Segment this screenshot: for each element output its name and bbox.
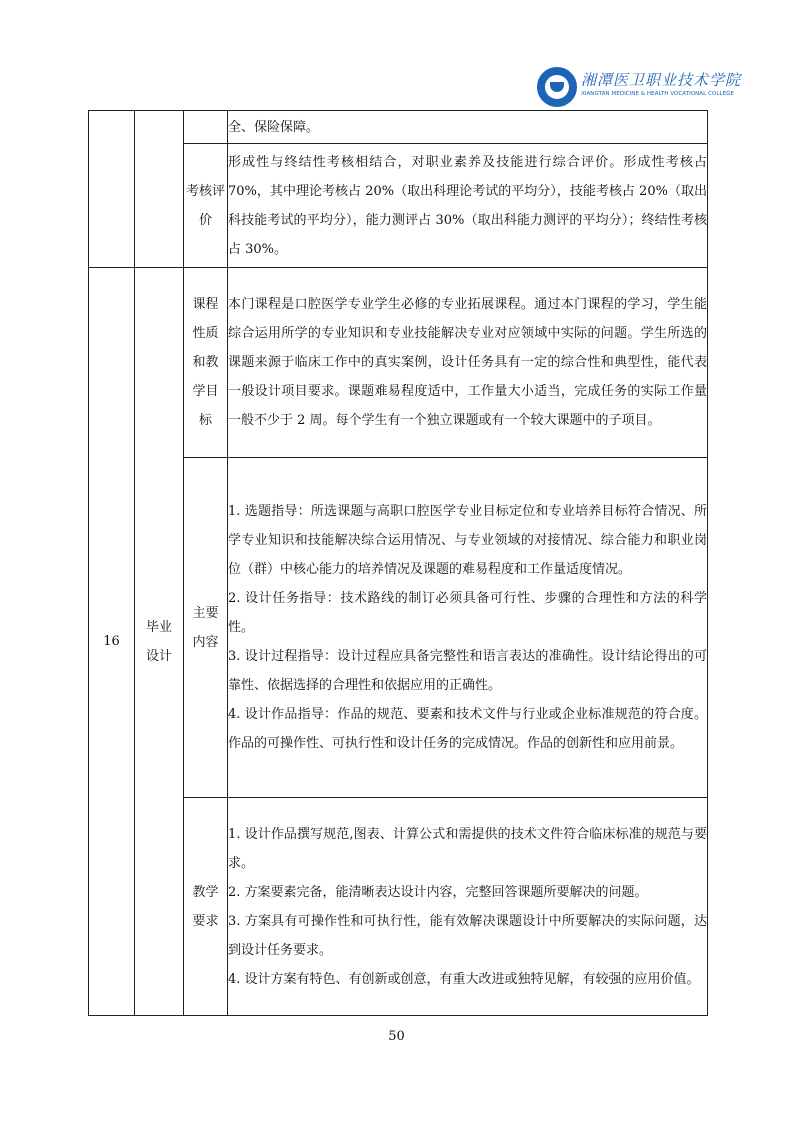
list-item: 3. 方案具有可操作性和可执行性，能有效解决课题设计中所要解决的实际问题，达到设计任务要求。 bbox=[228, 913, 707, 958]
assessment-text: 形成性与终结性考核相结合，对职业素养及技能进行综合评价。形成性考核占 70%，其中理论考核占 20%（取出科理论考试的平均分），技能考核占 20%（取出科技能考试的平均分），能力测评占 30%（取出科能力测评的平均分）；终结性考核占 30%。 bbox=[228, 154, 707, 257]
label-cell-requirements bbox=[184, 798, 228, 1016]
label-cell-assessment bbox=[184, 144, 228, 268]
course-number-cell bbox=[89, 268, 135, 1016]
list-item: 4. 设计方案有特色、有创新或创意，有重大改进或独特见解，有较强的应用价值。 bbox=[228, 971, 700, 987]
course-table bbox=[88, 110, 708, 1016]
course-name-cell bbox=[135, 268, 184, 1016]
label-cell-content bbox=[184, 458, 228, 798]
requirements-label: 教学要求 bbox=[192, 884, 219, 929]
content-cell-requirements bbox=[228, 798, 708, 1016]
college-name-en: XIANGTAN MEDICINE & HEALTH VOCATIONAL COLLEGE bbox=[581, 91, 734, 97]
goal-label: 课程性质和教学目标 bbox=[192, 297, 219, 428]
course-name: 毕业设计 bbox=[146, 619, 173, 664]
assessment-label: 考核评价 bbox=[185, 183, 225, 228]
safety-text: 全、保险保障。 bbox=[228, 119, 320, 135]
table-row-safety bbox=[89, 111, 708, 144]
content-label: 主要内容 bbox=[192, 605, 219, 650]
goal-text: 本门课程是口腔医学专业学生必修的专业拓展课程。通过本门课程的学习，学生能综合运用所学的专业知识和专业技能解决专业对应领域中实际的问题。学生所选的课题来源于临床工作中的真实案例，设计任务具有一定的综合性和典型性，能代表一般设计项目要求。课题难易程度适中，工作量大小适当，完成任务的实际工作量一般不少于 2 周。每个学生有一个独立课题或有一个较大课题中的子项目。 bbox=[228, 297, 707, 428]
list-item: 2. 设计任务指导：技术路线的制订必须具备可行性、步骤的合理性和方法的科学性。 bbox=[228, 591, 707, 635]
course-number: 16 bbox=[103, 634, 120, 649]
list-item: 2. 方案要素完备，能清晰表达设计内容，完整回答课题所要解决的问题。 bbox=[228, 884, 648, 900]
list-item: 1. 选题指导：所选课题与高职口腔医学专业目标定位和专业培养目标符合情况、所学专业知识和技能解决综合运用情况、与专业领域的对接情况、综合能力和职业岗位（群）中核心能力的培养情况及课题的难易程度和工作量适度情况。 bbox=[228, 504, 707, 577]
content-cell-main bbox=[228, 458, 708, 798]
list-item: 1. 设计作品撰写规范,图表、计算公式和需提供的技术文件符合临床标准的规范与要求。 bbox=[228, 826, 707, 871]
content-cell-safety bbox=[228, 111, 708, 144]
content-cell-goal bbox=[228, 268, 708, 458]
label-cell-blank bbox=[184, 111, 228, 144]
college-seal-icon bbox=[537, 67, 577, 107]
list-item: 4. 设计作品指导：作品的规范、要素和技术文件与行业或企业标准规范的符合度。作品的可操作性、可执行性和设计任务的完成情况。作品的创新性和应用前景。 bbox=[228, 707, 707, 751]
number-cell-prev bbox=[89, 111, 135, 268]
content-cell-assessment bbox=[228, 144, 708, 268]
college-name-cn: 湘潭医卫职业技术学院 bbox=[581, 71, 742, 89]
list-item: 3. 设计过程指导：设计过程应具备完整性和语言表达的准确性。设计结论得出的可靠性、依据选择的合理性和依据应用的正确性。 bbox=[228, 649, 707, 693]
college-logo bbox=[537, 67, 742, 107]
name-cell-prev bbox=[135, 111, 184, 268]
page-number: 50 bbox=[388, 1029, 405, 1044]
table-row-course-goal bbox=[89, 268, 708, 458]
label-cell-goal bbox=[184, 268, 228, 458]
